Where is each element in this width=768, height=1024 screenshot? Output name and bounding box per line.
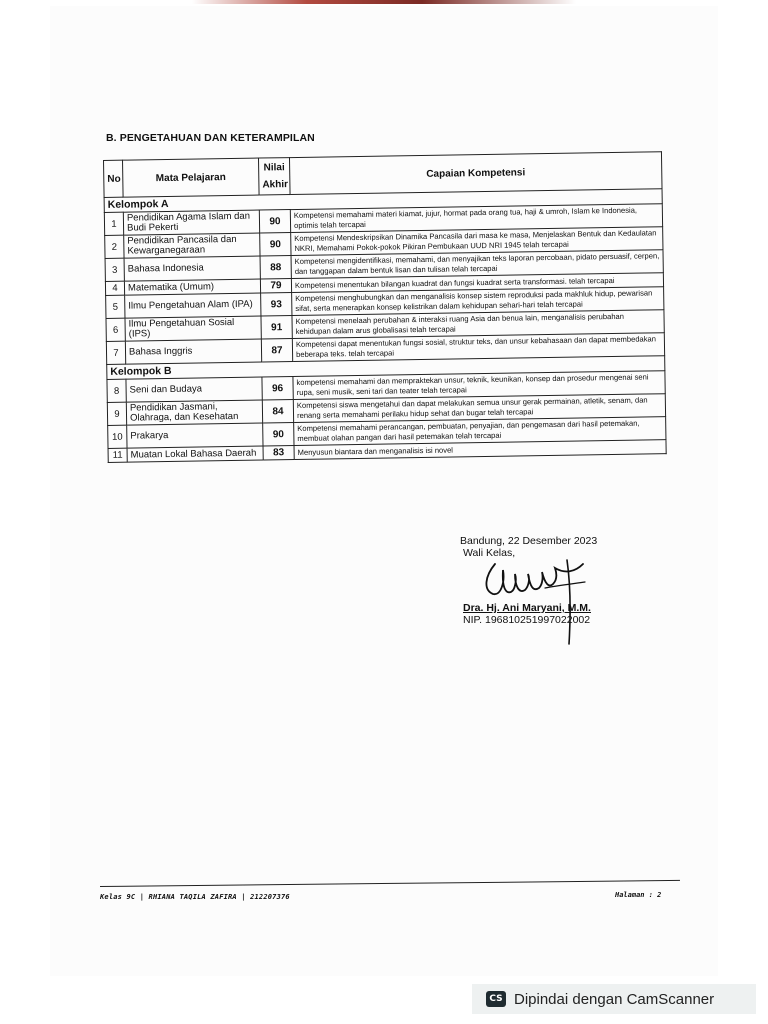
header-subject: Mata Pelajaran bbox=[123, 158, 260, 197]
cell-subject: Pendidikan Agama Islam dan Budi Pekerti bbox=[123, 210, 259, 235]
cell-no: 1 bbox=[104, 212, 123, 235]
camscanner-icon: CS bbox=[486, 991, 506, 1007]
cell-subject: Bahasa Inggris bbox=[125, 339, 261, 364]
signer-name: Dra. Hj. Ani Maryani, M.M. bbox=[463, 602, 591, 614]
cell-score: 83 bbox=[263, 446, 294, 460]
cell-score: 84 bbox=[262, 400, 293, 423]
top-edge-strip bbox=[0, 0, 768, 4]
cell-score: 87 bbox=[261, 339, 292, 362]
header-score-line2: Akhir bbox=[262, 179, 289, 191]
cell-subject: Matematika (Umum) bbox=[124, 279, 260, 295]
cell-competency: Kompetensi menghubungkan dan menganalisis konsep sistem reproduksi pada makhluk hidup, pewarisan sifat, serta menerapkan konsep kelistrikan dalam kehidupan sehari-hari telah tercapai bbox=[292, 287, 664, 316]
cell-no: 2 bbox=[105, 235, 124, 258]
cell-subject: Pendidikan Pancasila dan Kewarganegaraan bbox=[124, 233, 260, 258]
cell-competency: Menyusun biantara dan menganalisis isi novel bbox=[294, 440, 666, 460]
cell-no: 9 bbox=[107, 402, 126, 425]
cell-competency: Kompetensi Mendeskripsikan Dinamika Pancasila dari masa ke masa, Menjelaskan Bentuk dan Kedaulatan NKRI, Memahami Pokok-pokok Pikiran Pembukaan UUD NRI 1945 telah tercapai bbox=[291, 227, 663, 256]
handwritten-signature bbox=[475, 556, 605, 648]
cell-no: 8 bbox=[107, 379, 126, 402]
cell-no: 4 bbox=[105, 281, 124, 295]
footer-page-number: Halaman : 2 bbox=[615, 891, 662, 899]
signer-nip: NIP. 196810251997022002 bbox=[463, 614, 591, 626]
cell-competency: Kompetensi menelaah perubahan & interaksi ruang Asia dan benua lain, menganalisis perubahan kehidupan dalam arus globalisasi telah tercapai bbox=[292, 310, 664, 339]
cell-competency: Kompetensi memahami perancangan, pembuatan, penyajian, dan pengemasan dari hasil petemakan, membuat olahan pangan dari hasil petemakan telah tercapai bbox=[294, 417, 666, 446]
cell-no: 6 bbox=[106, 318, 125, 341]
cell-competency: kompetensi memahami dan mempraktekan unsur, teknik, keunikan, konsep dan prosedur mengenai seni rupa, seni musik, seni tari dan teater telah tercapai bbox=[293, 371, 665, 400]
cell-competency: Kompetensi menentukan bilangan kuadrat dan fungsi kuadrat serta transformasi. telah tercapai bbox=[291, 273, 663, 293]
place-date: Bandung, 22 Desember 2023 bbox=[460, 535, 598, 547]
cell-subject: Bahasa Indonesia bbox=[124, 256, 260, 281]
cell-score: 91 bbox=[261, 316, 292, 339]
cell-score: 90 bbox=[260, 233, 291, 256]
watermark-text: Dipindai dengan CamScanner bbox=[514, 990, 715, 1008]
header-no: No bbox=[104, 160, 124, 197]
cell-score: 90 bbox=[259, 210, 290, 233]
cell-no: 3 bbox=[105, 258, 124, 281]
cell-score: 88 bbox=[260, 256, 291, 279]
cell-no: 5 bbox=[106, 295, 125, 318]
footer-student-info: Kelas 9C | RHIANA TAQILA ZAFIRA | 212207376 bbox=[100, 893, 290, 901]
cell-competency: Kompetensi siswa mengetahui dan dapat melakukan semua unsur gerak permainan, atletik, senam, dan renang serta memahami perilaku hidup sehat dan bugar telah tercapai bbox=[293, 394, 665, 423]
header-competency: Capaian Kompetensi bbox=[289, 152, 662, 195]
cell-score: 96 bbox=[262, 377, 293, 400]
cell-competency: Kompetensi mengidentifikasi, memahami, dan menyajikan teks laporan percobaan, pidato persuasif, cerpen, dan tanggapan dalam bentuk lisan dan tulisan telah tercapai bbox=[291, 250, 663, 279]
cell-no: 7 bbox=[106, 341, 125, 364]
group-b-label: Kelompok B bbox=[107, 356, 665, 380]
group-a-label: Kelompok A bbox=[104, 189, 662, 213]
cell-subject: Ilmu Pengetahuan Alam (IPA) bbox=[125, 293, 261, 318]
cell-score: 90 bbox=[263, 423, 294, 446]
header-score bbox=[258, 158, 290, 195]
cell-competency: Kompetensi dapat menentukan fungsi sosial, struktur teks, dan unsur kebahasaan dan dapat membedakan beberapa teks. telah tercapai bbox=[292, 333, 664, 362]
grades-table bbox=[103, 151, 667, 463]
cell-score: 79 bbox=[260, 279, 291, 293]
cell-score: 93 bbox=[261, 293, 292, 316]
cell-subject: Prakarya bbox=[127, 423, 263, 448]
cell-no: 11 bbox=[108, 448, 127, 462]
cell-competency: Kompetensi memahami materi kiamat, jujur, hormat pada orang tua, haji & umroh, Islam ke Indonesia, optimis telah tercapai bbox=[290, 204, 662, 233]
cell-subject: Muatan Lokal Bahasa Daerah bbox=[127, 446, 263, 462]
signer-role: Wali Kelas, bbox=[463, 547, 516, 559]
cell-subject: Pendidikan Jasmani, Olahraga, dan Kesehatan bbox=[126, 400, 262, 425]
cell-subject: Seni dan Budaya bbox=[126, 377, 262, 402]
section-title: B. PENGETAHUAN DAN KETERAMPILAN bbox=[106, 132, 315, 144]
cell-subject: Ilmu Pengetahuan Sosial (IPS) bbox=[125, 316, 261, 341]
header-score-line1: Nilai bbox=[263, 162, 285, 174]
camscanner-watermark bbox=[472, 984, 756, 1014]
cell-no: 10 bbox=[108, 425, 127, 448]
